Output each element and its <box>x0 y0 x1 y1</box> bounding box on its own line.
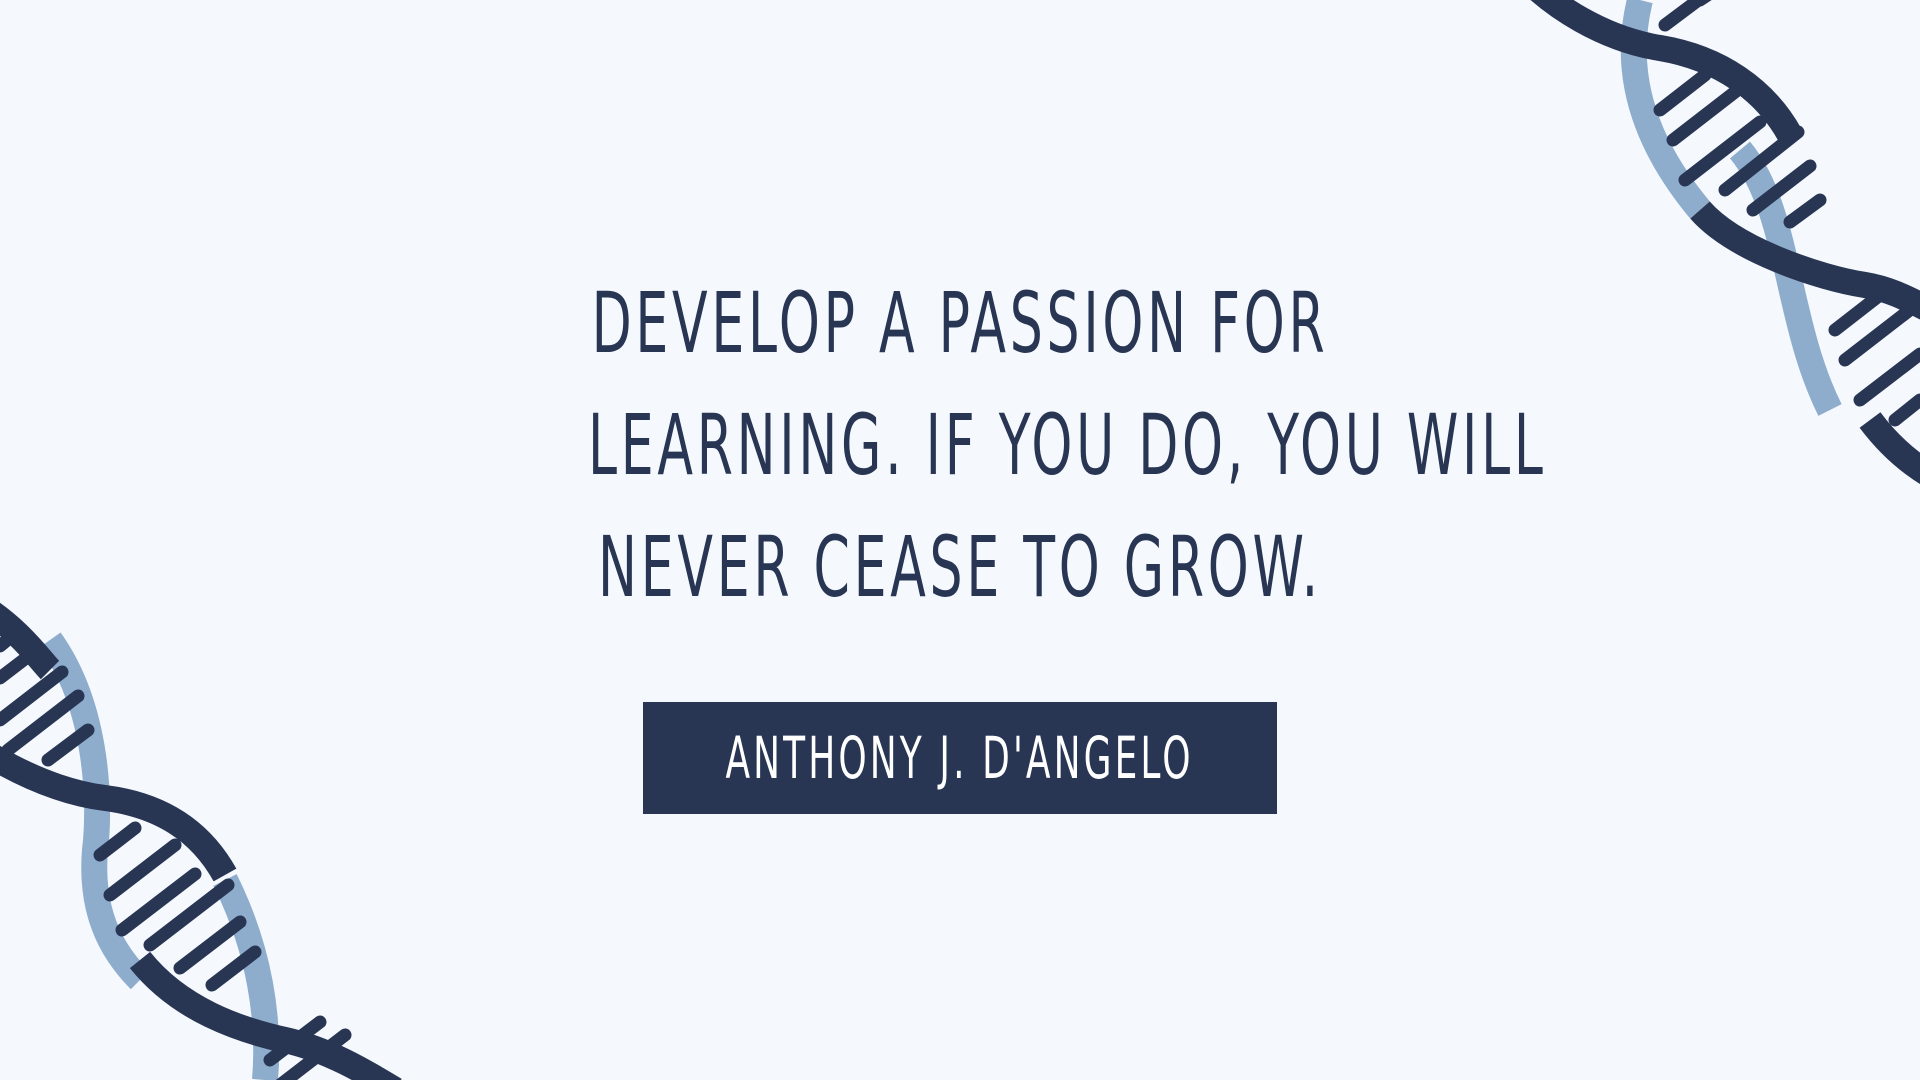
author-name: ANTHONY J. D'ANGELO <box>725 724 1195 792</box>
quote-line-3: NEVER CEASE TO GROW. <box>598 518 1322 616</box>
dna-base-pairs <box>0 636 345 1080</box>
dna-helix-bottom-left-icon <box>0 590 400 1080</box>
quote-line-1: DEVELOP A PASSION FOR <box>591 274 1329 372</box>
dna-helix-top-right-icon <box>1520 0 1920 480</box>
quote-text <box>588 262 1547 628</box>
quote-line-2: LEARNING. IF YOU DO, YOU WILL <box>588 396 1547 494</box>
author-badge <box>643 702 1277 814</box>
